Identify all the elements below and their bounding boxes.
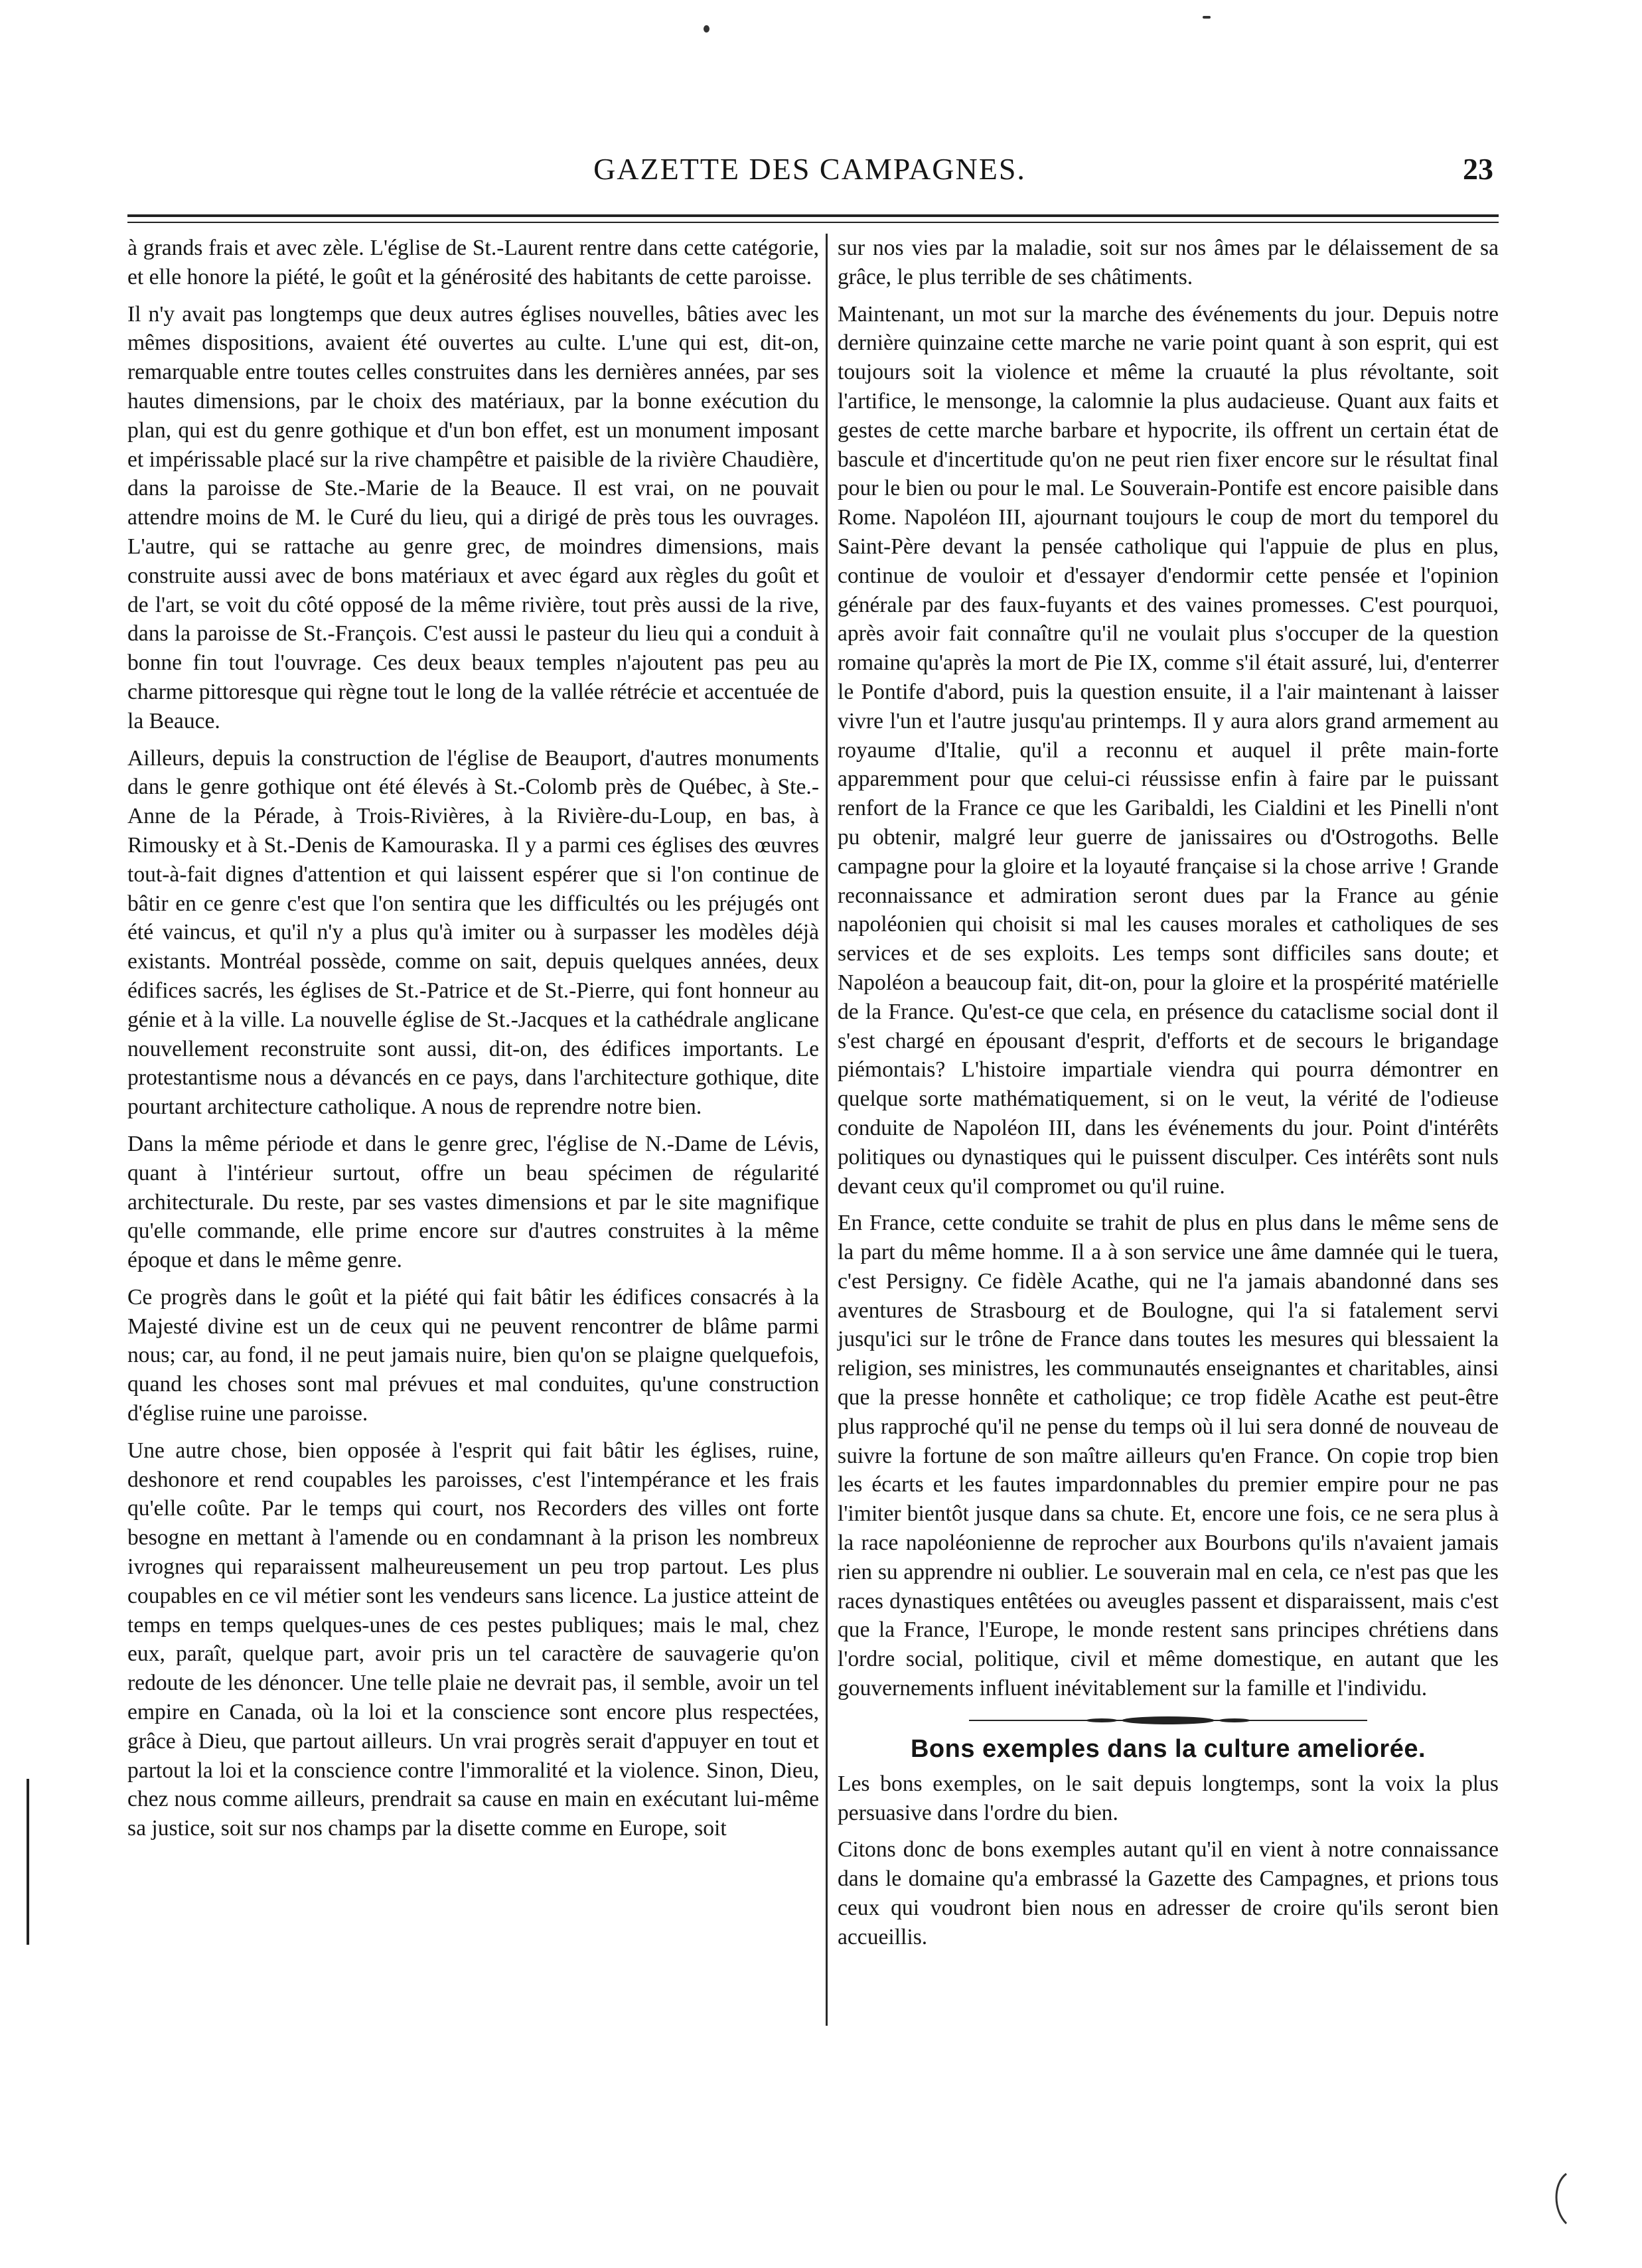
left-paragraph: Dans la même période et dans le genre grec, l'église de N.-Dame de Lévis, quant à l'intérieur surtout, offre un beau spécimen de régularité architecturale. Du reste, par ses vastes dimensions et par le site magnifique qu'elle commande, elle prime encore sur d'autres construites à la même époque et dans le même genre.	[127, 1131, 819, 1273]
column-divider	[826, 234, 834, 2026]
section-paragraph: Citons donc de bons exemples autant qu'il en vient à notre connaissance dans le domaine qu'a embrassé la Gazette des Campagnes, et prions tous ceux qui voudront bien nous en adresser de croire qu'ils seront bien accueillis.	[838, 1837, 1499, 1949]
header-rule-thick	[127, 214, 1499, 217]
margin-mark-line	[27, 1779, 29, 1945]
left-paragraph: Une autre chose, bien opposée à l'esprit qui fait bâtir les églises, ruine, deshonore et rend coupables les paroisses, c'est l'intempérance et les frais qu'elle coûte. Par le temps qui court, nos Recorders des villes ont forte besogne en mettant à l'amende ou en condamnant à la prison les nombreux ivrognes qui reparaissent malheureusement un peu trop partout. Les plus coupables en ce vil métier sont les vendeurs sans licence. La justice atteint de temps en temps quelques-unes de ces pestes publiques; mais le mal, chez eux, paraît, quelque part, avoir pris un tel caractère de sauvagerie qu'on redoute de les dénoncer. Une telle plaie ne devrait pas, il semble, avoir un tel empire en Canada, où la loi et la conscience sont encore plus respectées, grâce à Dieu, que partout ailleurs. Un vrai progrès serait d'appuyer en tout et partout la loi et la conscience contre l'immoralité et la violence. Sinon, Dieu, chez nous comme ailleurs, prendrait sa cause en main en exécutant lui-même sa justice, soit sur nos champs par la disette comme en Europe, soit	[127, 1438, 819, 1841]
left-paragraph: à grands frais et avec zèle. L'église de St.-Laurent rentre dans cette catégorie, et elle honore la piété, le goût et la générosité des habitants de cette paroisse.	[127, 236, 819, 289]
scan-speck	[1203, 16, 1211, 19]
page-header	[126, 151, 1493, 191]
left-column	[127, 234, 819, 1843]
header-rule-thin	[127, 222, 1499, 223]
margin-mark-curve	[1546, 2170, 1586, 2230]
section-title: Bons exemples dans la culture ameliorée.	[910, 1734, 1426, 1763]
right-paragraph: sur nos vies par la maladie, soit sur nos âmes par le délaissement de sa grâce, le plus terrible de ses châtiments.	[838, 236, 1499, 289]
left-paragraph: Ailleurs, depuis la construction de l'église de Beauport, d'autres monuments dans le genre gothique ont été élevés à St.-Colomb près de Québec, à Ste.-Anne de la Pérade, à Trois-Rivières, à la Rivière-du-Loup, en bas, à Rimousky et à St.-Denis de Kamouraska. Il y a parmi ces églises des œuvres tout-à-fait dignes d'attention et qui laissent espérer que si l'on continue de bâtir en ce genre c'est que l'on sentira que les difficultés ou les préjugés ont été vaincus, et qu'il n'y a plus qu'à imiter ou à surpasser les modèles déjà existants. Montréal possède, comme on sait, depuis quelques années, deux édifices sacrés, les églises de St.-Patrice et de St.-Pierre, qui font honneur au génie et à la ville. La nouvelle église de St.-Jacques et la cathédrale anglicane nouvellement reconstruite sont aussi, dit-on, des édifices importants. Le protestantisme nous a dévancés en ce pays, dans l'architecture gothique, dite pourtant architecture catholique. A nous de reprendre notre bien.	[127, 745, 819, 1120]
page-number: 23	[1463, 152, 1493, 186]
right-column	[838, 234, 1499, 1952]
scan-speck	[704, 25, 709, 33]
section-paragraph: Les bons exemples, on le sait depuis longtemps, sont la voix la plus persuasive dans l'ordre du bien.	[838, 1771, 1499, 1825]
section-ornament	[969, 1715, 1367, 1726]
left-paragraph: Il n'y avait pas longtemps que deux autres églises nouvelles, bâties avec les mêmes dispositions, avaient été ouvertes au culte. L'une qui est, dit-on, remarquable entre toutes celles construites dans les dernières années, par ses hautes dimensions, par le choix des matériaux, par la bonne exécution du plan, qui est du genre gothique et d'un bon effet, est un monument imposant et impérissable placé sur la rive champêtre et paisible de la rivière Chaudière, dans la paroisse de Ste.-Marie de la Beauce. Il est vrai, on ne pouvait attendre moins de M. le Curé du lieu, qui a dirigé de près tous les ouvrages. L'autre, qui se rattache au genre grec, de moindres dimensions, mais construite aussi avec de bons matériaux et avec égard aux règles du goût et de l'art, se voit du côté opposé de la même rivière, tout près aussi de la rive, dans la paroisse de St.-François. C'est aussi le pasteur du lieu qui a conduit à bonne fin tout l'ouvrage. Ces deux beaux temples n'ajoutent pas peu au charme pittoresque qui règne tout le long de la vallée rétrécie et accentuée de la Beauce.	[127, 301, 819, 733]
running-title: GAZETTE DES CAMPAGNES.	[593, 152, 1026, 186]
right-paragraph: Maintenant, un mot sur la marche des événements du jour. Depuis notre dernière quinzaine cette marche ne varie point quant à son esprit, qui est toujours soit la violence et même la cruauté la plus révoltante, soit l'artifice, le mensonge, la calomnie la plus audacieuse. Quant aux faits et gestes de cette marche barbare et hypocrite, ils offrent un certain état de bascule et d'incertitude qu'on ne peut rien fixer encore sur le résultat final pour le bien ou pour le mal. Le Souverain-Pontife est encore paisible dans Rome. Napoléon III, ajournant toujours le coup de mort du temporel du Saint-Père devant la pensée catholique qui l'appuie de plus en plus, continue de vouloir et d'essayer d'endormir cette pensée et l'opinion générale par des faux-fuyants et des vaines promesses. C'est pourquoi, après avoir fait connaître qu'il ne voulait plus s'occuper de la question romaine qu'après la mort de Pie IX, comme s'il était assuré, lui, d'enterrer le Pontife d'abord, puis la question ensuite, il a l'air maintenant à laisser vivre l'un et l'autre jusqu'au printemps. Il y aura alors grand armement au royaume d'Italie, qu'il a reconnu et auquel il prête main-forte apparemment pour que celui-ci réussisse enfin à faire par le puissant renfort de la France ce que les Garibaldi, les Cialdini et les Pinelli n'ont pu obtenir, malgré leur guerre de janissaires ou d'Ostrogoths. Belle campagne pour la gloire et la loyauté française si la chose arrive ! Grande reconnaissance et admiration seront dues par la France au génie napoléonien qui choisit si mal les causes morales et catholiques de ses services et de ses exploits. Les temps sont difficiles sans doute; et Napoléon a beaucoup fait, dit-on, pour la gloire et la prospérité matérielle de la France. Qu'est-ce que cela, en présence du cataclisme social dont il s'est chargé en épousant d'esprit, d'efforts et de secours le brigandage piémontais? L'histoire impartiale viendra qui pourra démontrer en quelque sorte mathématiquement, si on le veut, la vérité de l'odieuse conduite de Napoléon III, dans les événements du jour. Point d'intérêts politiques ou dynastiques qui le puissent disculper. Ces intérêts sont nuls devant ceux qu'il compromet ou qu'il ruine.	[838, 301, 1499, 1199]
left-paragraph: Ce progrès dans le goût et la piété qui fait bâtir les édifices consacrés à la Majesté divine est un de ceux qui ne peuvent rencontrer de blâme parmi nous; car, au fond, il ne peut jamais nuire, bien qu'on se plaigne quelquefois, quand les choses sont mal prévues et mal conduites, qu'une construction d'église ruine une paroisse.	[127, 1284, 819, 1426]
right-paragraph: En France, cette conduite se trahit de plus en plus dans le même sens de la part du même homme. Il a à son service une âme damnée qui le tuera, c'est Persigny. Ce fidèle Acathe, qui ne l'a jamais abandonné dans ses aventures de Strasbourg et de Boulogne, qui l'a si fatalement servi jusqu'ici sur le trône de France dans toutes les mesures qui blessaient la religion, ses ministres, les communautés enseignantes et charitables, ainsi que la presse honnête et catholique; ce trop fidèle Acathe est peut-être plus rapproché qu'il ne pense du temps où il lui sera donné de nouveau de suivre la fortune de son maître ailleurs qu'en France. On copie trop bien les écarts et les fautes impardonnables du premier empire pour ne pas l'imiter bientôt jusque dans sa chute. Et, encore une fois, ce ne sera plus à la race napoléonienne de reprocher aux Bourbons qu'ils n'avaient jamais rien su apprendre ni oublier. Le souverain mal en cela, ce n'est pas que les races dynastiques entêtées ou aveugles passent et disparaissent, mais c'est que la France, l'Europe, le monde restent sans principes chrétiens dans l'ordre social, politique, civil et même domestique, en autant que les gouvernements influent inévitablement sur la famille et l'individu.	[838, 1211, 1499, 1701]
